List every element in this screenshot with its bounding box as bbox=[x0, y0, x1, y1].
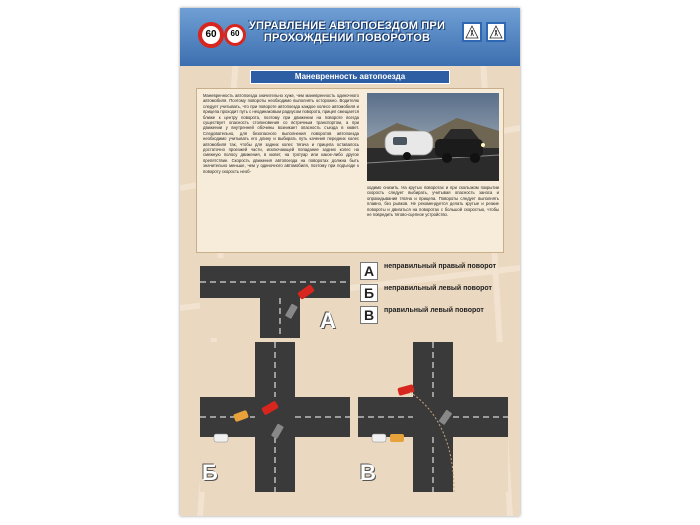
legend-item-b bbox=[360, 284, 510, 304]
legend-text: правильный левый поворот bbox=[384, 307, 484, 314]
diagram-v-left-turn bbox=[358, 342, 508, 492]
poster-title: УПРАВЛЕНИЕ АВТОПОЕЗДОМ ПРИ ПРОХОЖДЕНИИ ПОВОРОТОВ bbox=[248, 20, 446, 44]
legend-letter: Б bbox=[360, 284, 378, 302]
diagram-b-left-turn bbox=[200, 342, 350, 492]
oncoming-car-icon bbox=[214, 434, 228, 442]
legend-item-a bbox=[360, 262, 510, 282]
section-title: Маневренность автопоезда bbox=[250, 70, 450, 84]
diagram-b-label: Б bbox=[202, 460, 218, 485]
article-right-text: ходимо снизить. На крутых поворотах и при скользком покрытии скорость следует выбирать, учитывая опасность заноса и опрокидывания тягача и прицепа. Повороты следует выполнять плавно, без рывков. Не рекомендуется делать крутые и резкие повороты и двигаться на поворотах с большой скоростью, чтобы не повредить тягово-сцепное устройство. bbox=[367, 185, 499, 218]
speed-limit-sign-icon: 60 bbox=[198, 22, 224, 48]
poster-header bbox=[180, 8, 520, 66]
pedestrian-crossing-sign-icon bbox=[462, 22, 482, 42]
legend-letter: А bbox=[360, 262, 378, 280]
diagram-v-label: В bbox=[360, 460, 376, 485]
article-panel bbox=[196, 88, 504, 253]
speed-limit-sign-icon: 60 bbox=[224, 24, 246, 46]
legend-letter: В bbox=[360, 306, 378, 324]
legend-item-v bbox=[360, 306, 510, 326]
diagram-a-label: А bbox=[320, 308, 336, 333]
poster bbox=[180, 8, 520, 516]
legend-text: неправильный левый поворот bbox=[384, 285, 492, 292]
oncoming-car-icon bbox=[372, 434, 386, 442]
truck-trailer-photo bbox=[367, 93, 499, 181]
pedestrian-crossing-sign-icon bbox=[486, 22, 506, 42]
legend-text: неправильный правый поворот bbox=[384, 263, 497, 270]
oncoming-car-icon bbox=[390, 434, 404, 442]
article-left-text: Маневренность автопоезда значительно хуже, чем маневренность одиночного автомобиля. Поэтому повороты необходимо выполнять осторожно. Водителю следует учитывать, что при повороте автопоезда каждое колесо автомобиля и прицепа проходит путь с неодинаковым радиусом поворота, прицеп смещается ближе к центру поворота, поэтому при движении на повороте всегда существует опасность столкновения со встречным транспортом, а при движении у внутренней обочины возникает опасность съезда в кювет. Следовательно, для безопасного выполнения поворотов автопоезда необходимо учитывать его длину и выбирать путь качения передних колес автомобиля так, чтобы для задних колес тягача и прицепа оставалось достаточно проезжей части, исключающей попадание задних колес на смежную полосу движения, в кювет, на тротуар или какое-либо другое препятствие. Скорость движения автопоезда на поворотах должна быть значительно меньше, чем у одиночного автомобиля, поэтому при подъезде к повороту скорость необ- bbox=[203, 93, 359, 174]
